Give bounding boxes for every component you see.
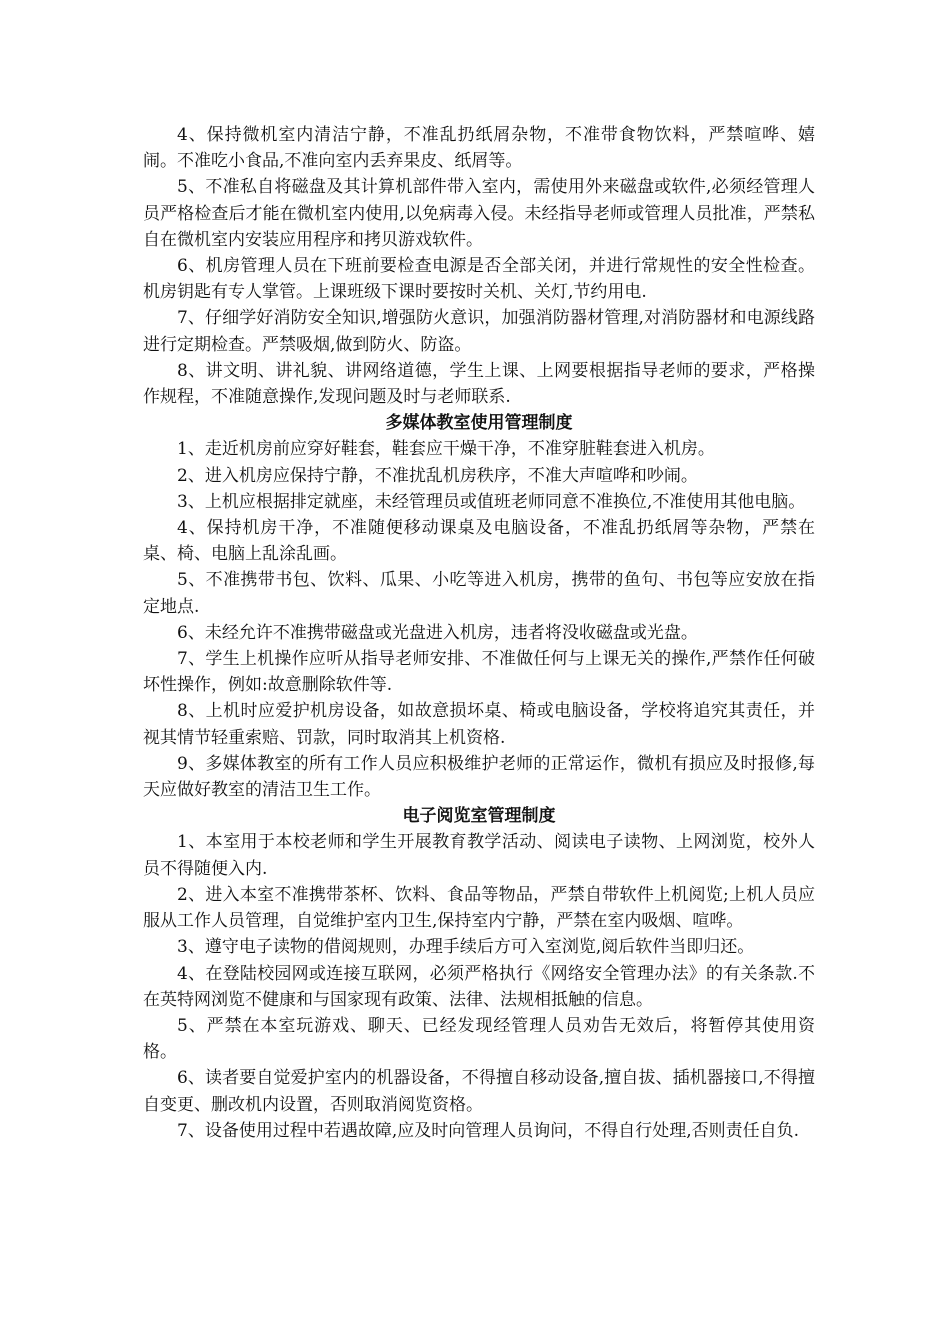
rule-paragraph: 3、上机应根据排定就座，未经管理员或值班老师同意不准换位,不准使用其他电脑。 bbox=[177, 491, 806, 512]
rule-paragraph: 4、保持微机室内清洁宁静，不准乱扔纸屑杂物，不准带食物饮料，严禁喧哗、嬉闹。不准吃小食品,不准向室内丢弃果皮、纸屑等。 bbox=[143, 125, 815, 172]
rule-paragraph: 9、多媒体教室的所有工作人员应积极维护老师的正常运作，微机有损应及时报修,每天应做好教室的清洁卫生工作。 bbox=[143, 753, 815, 801]
rule-paragraph: 6、未经允许不准携带磁盘或光盘进入机房，违者将没收磁盘或光盘。 bbox=[177, 622, 698, 643]
section-e-reading-room-rules bbox=[143, 803, 815, 1144]
rule-paragraph: 6、读者要自觉爱护室内的机器设备，不得擅自移动设备,擅自拔、插机器接口,不得擅自变更、删改机内设置，否则取消阅览资格。 bbox=[143, 1068, 815, 1115]
rule-paragraph: 5、不准私自将磁盘及其计算机部件带入室内，需使用外来磁盘或软件,必须经管理人员严格检查后才能在微机室内使用,以免病毒入侵。未经指导老师或管理人员批准，严禁私自在微机室内安装应用程序和拷贝游戏软件。 bbox=[143, 177, 815, 250]
rule-paragraph: 1、走近机房前应穿好鞋套，鞋套应干燥干净，不准穿脏鞋套进入机房。 bbox=[177, 439, 715, 460]
section-computer-room-rules bbox=[143, 122, 815, 410]
rule-paragraph: 7、学生上机操作应听从指导老师安排、不准做任何与上课无关的操作,严禁作任何破坏性操作，例如:故意删除软件等. bbox=[143, 649, 815, 696]
rule-paragraph: 8、上机时应爱护机房设备，如故意损坏桌、椅或电脑设备，学校将追究其责任，并视其情节轻重索赔、罚款，同时取消其上机资格. bbox=[143, 701, 815, 748]
section-multimedia-classroom-rules bbox=[143, 410, 815, 803]
rule-paragraph: 5、不准携带书包、饮料、瓜果、小吃等进入机房，携带的鱼句、书包等应安放在指定地点. bbox=[143, 570, 815, 617]
rule-paragraph: 3、遵守电子读物的借阅规则，办理手续后方可入室浏览,阅后软件当即归还。 bbox=[177, 937, 755, 958]
rule-paragraph: 4、保持机房干净，不准随便移动课桌及电脑设备，不准乱扔纸屑等杂物，严禁在桌、椅、电脑上乱涂乱画。 bbox=[143, 518, 815, 565]
rule-paragraph: 6、机房管理人员在下班前要检查电源是否全部关闭，并进行常规性的安全性检查。机房钥匙有专人掌管。上课班级下课时要按时关机、关灯,节约用电. bbox=[143, 256, 815, 303]
rule-paragraph: 7、设备使用过程中若遇故障,应及时向管理人员询问，不得自行处理,否则责任自负. bbox=[177, 1120, 800, 1141]
section-title: 电子阅览室管理制度 bbox=[402, 806, 556, 827]
rule-paragraph: 7、仔细学好消防安全知识,增强防火意识，加强消防器材管理,对消防器材和电源线路进行定期检查。严禁吸烟,做到防火、防盗。 bbox=[143, 308, 815, 355]
rule-paragraph: 5、严禁在本室玩游戏、聊天、已经发现经管理人员劝告无效后，将暂停其使用资格。 bbox=[143, 1015, 815, 1063]
rule-paragraph: 1、本室用于本校老师和学生开展教育教学活动、阅读电子读物、上网浏览，校外人员不得随便入内. bbox=[143, 832, 815, 879]
rule-paragraph: 2、进入机房应保持宁静，不准扰乱机房秩序，不准大声喧哗和吵闹。 bbox=[177, 465, 698, 486]
rule-paragraph: 4、在登陆校园网或连接互联网，必须严格执行《网络安全管理办法》的有关条款.不在英特网浏览不健康和与国家现有政策、法律、法规相抵触的信息。 bbox=[143, 963, 815, 1010]
rule-paragraph: 8、讲文明、讲礼貌、讲网络道德，学生上课、上网要根据指导老师的要求，严格操作规程，不准随意操作,发现问题及时与老师联系. bbox=[143, 360, 815, 408]
section-title: 多媒体教室使用管理制度 bbox=[385, 413, 573, 434]
document-page bbox=[143, 122, 815, 1144]
rule-paragraph: 2、进入本室不准携带茶杯、饮料、食品等物品，严禁自带软件上机阅览;上机人员应服从工作人员管理，自觉维护室内卫生,保持室内宁静，严禁在室内吸烟、喧哗。 bbox=[143, 884, 815, 932]
